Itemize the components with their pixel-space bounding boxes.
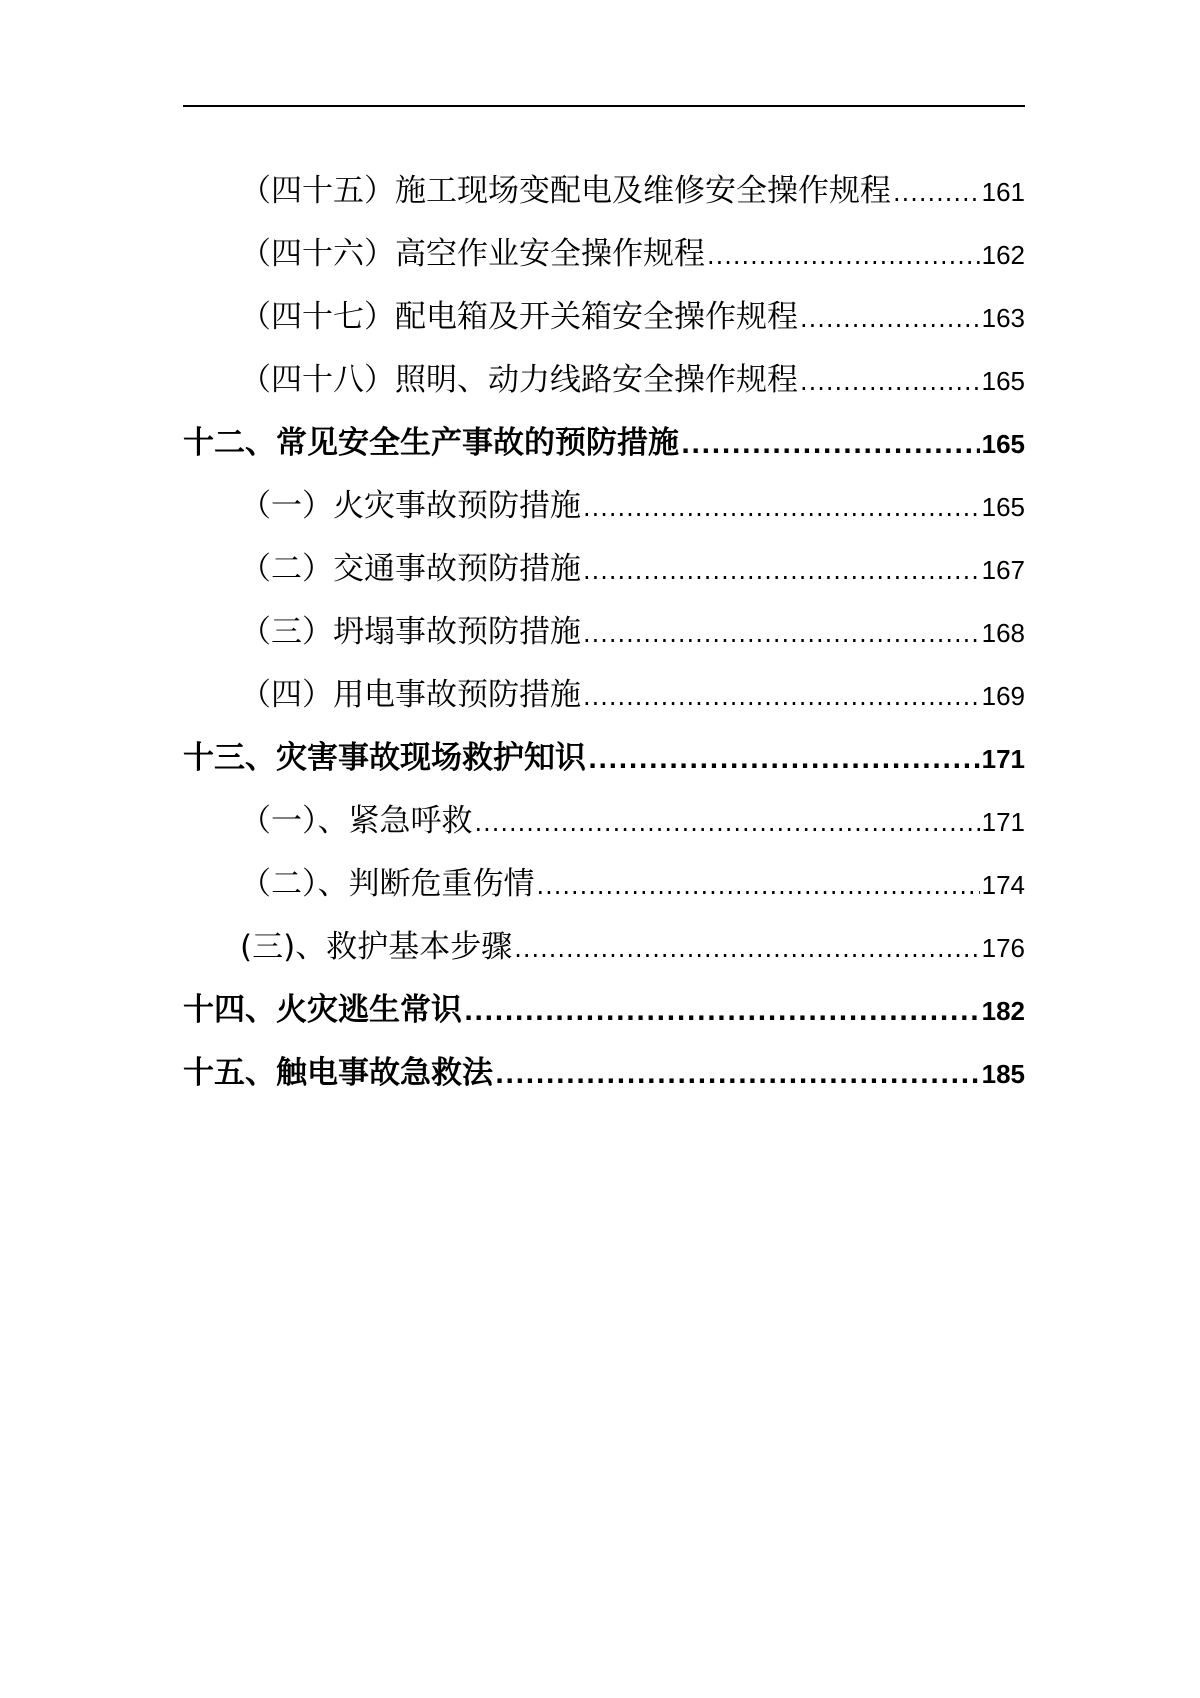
toc-entry-label: （二）、判断危重伤情 (240, 866, 535, 902)
toc-entry[interactable] (183, 538, 1025, 601)
toc-entry[interactable] (183, 601, 1025, 664)
toc-page-number: 168 (981, 618, 1025, 648)
toc-page-number: 163 (981, 303, 1025, 333)
toc-entry[interactable] (183, 160, 1025, 223)
toc-entry-label: （四十五）施工现场变配电及维修安全操作规程 (240, 173, 891, 209)
toc-dot-leader (583, 540, 980, 601)
toc-page-number: 174 (981, 870, 1025, 900)
toc-dot-leader (588, 729, 980, 790)
toc-page-number: 171 (981, 744, 1025, 774)
toc-page-number: 165 (981, 492, 1025, 522)
toc-page-number: 165 (981, 429, 1025, 459)
toc-entry[interactable] (183, 790, 1025, 853)
toc-dot-leader (893, 162, 980, 223)
toc-dot-leader (464, 981, 980, 1042)
toc-dot-leader (707, 225, 980, 286)
toc-chapter-entry[interactable] (183, 1042, 1025, 1105)
toc-entry[interactable] (183, 916, 1025, 979)
toc-entry-label: （四十六）高空作业安全操作规程 (240, 236, 705, 272)
toc-page-number: 167 (981, 555, 1025, 585)
toc-entry-label: (三)、救护基本步骤 (240, 929, 513, 965)
toc-chapter-entry[interactable] (183, 727, 1025, 790)
toc-entry[interactable] (183, 475, 1025, 538)
toc-entry-label: （三）坍塌事故预防措施 (240, 614, 581, 650)
toc-page-number: 169 (981, 681, 1025, 711)
toc-entry-label: （二）交通事故预防措施 (240, 551, 581, 587)
toc-page-number: 182 (981, 996, 1025, 1026)
toc-entry[interactable] (183, 349, 1025, 412)
toc-entry-label: 十二、常见安全生产事故的预防措施 (183, 425, 679, 461)
toc-dot-leader (800, 288, 980, 349)
toc-entry-label: （四）用电事故预防措施 (240, 677, 581, 713)
toc-dot-leader (583, 603, 980, 664)
toc-page-number: 161 (981, 177, 1025, 207)
toc-page-number: 176 (981, 933, 1025, 963)
toc-dot-leader (583, 477, 980, 538)
toc-dot-leader (583, 666, 980, 727)
toc-dot-leader (800, 351, 980, 412)
toc-entry-label: （四十七）配电箱及开关箱安全操作规程 (240, 299, 798, 335)
toc-entry-label: （一）火灾事故预防措施 (240, 488, 581, 524)
toc-entry-label: 十五、触电事故急救法 (183, 1055, 493, 1091)
toc-entry[interactable] (183, 853, 1025, 916)
table-of-contents (183, 160, 1025, 1105)
toc-entry-label: 十三、灾害事故现场救护知识 (183, 740, 586, 776)
toc-page-number: 162 (981, 240, 1025, 270)
toc-dot-leader (495, 1044, 980, 1105)
toc-dot-leader (475, 792, 980, 853)
toc-entry[interactable] (183, 223, 1025, 286)
toc-dot-leader (537, 855, 980, 916)
header-rule (183, 105, 1025, 107)
toc-entry-label: （四十八）照明、动力线路安全操作规程 (240, 362, 798, 398)
toc-entry-label: 十四、火灾逃生常识 (183, 992, 462, 1028)
toc-dot-leader (681, 414, 980, 475)
toc-page-number: 171 (981, 807, 1025, 837)
toc-entry[interactable] (183, 664, 1025, 727)
toc-chapter-entry[interactable] (183, 412, 1025, 475)
toc-page-number: 185 (981, 1059, 1025, 1089)
toc-entry[interactable] (183, 286, 1025, 349)
toc-dot-leader (514, 918, 979, 979)
toc-entry-label: （一）、紧急呼救 (240, 803, 473, 839)
toc-chapter-entry[interactable] (183, 979, 1025, 1042)
toc-page-number: 165 (981, 366, 1025, 396)
